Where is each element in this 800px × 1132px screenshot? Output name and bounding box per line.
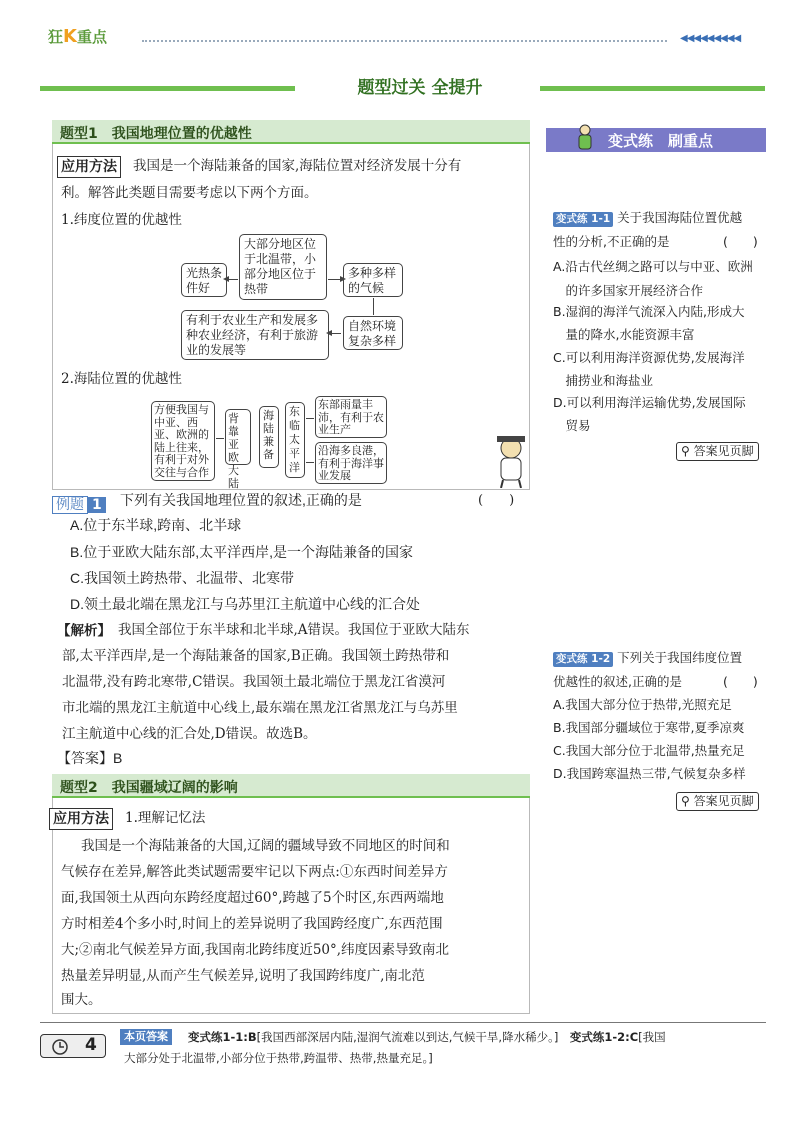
d1-arrow-bottom — [331, 333, 341, 334]
d2-right-bottom-node: 沿海多良港，有利于海洋事业发展 — [315, 442, 387, 484]
practice-1-1-tag: 变式练 1-1 — [553, 212, 613, 227]
answer-see-footer-button-2[interactable]: ⚲ 答案见页脚 — [676, 792, 759, 811]
section2-line-5: 大;②南北气候差异方面,我国南北跨纬度近50°,纬度因素导致南北 — [61, 942, 450, 958]
analysis-line-5: 江主航道中心线的汇合处,D错误。故选B。 — [62, 726, 317, 742]
practice-1-2-paren: ( ) — [723, 674, 758, 689]
d1-arrow-left — [228, 279, 238, 280]
d1-arrow-right — [328, 279, 341, 280]
d1-arrow-down — [373, 298, 374, 315]
section2-line-2: 气候存在差异,解答此类试题需要牢记以下两点:①东西时间差异方 — [61, 864, 448, 880]
practice-1-2-option-a: A.我国大部分位于热带,光照充足 — [553, 697, 732, 712]
practice-1-1-option-d: D.可以利用海洋运输优势,发展国际 — [553, 395, 746, 410]
answer-see-footer-button-1[interactable]: ⚲ 答案见页脚 — [676, 442, 759, 461]
analysis-label: 【解析】 — [57, 623, 111, 638]
intro-line1: 我国是一个海陆兼备的国家,海陆位置对经济发展十分有 — [133, 158, 462, 174]
practice-1-2-option-b: B.我国部分疆域位于寒带,夏季凉爽 — [553, 720, 745, 735]
section2-box — [52, 798, 530, 1014]
analysis-line-4: 市北端的黑龙江主航道中心线上,最东端在黑龙江省黑龙江与乌苏里 — [62, 700, 458, 716]
section2-line-4: 方时相差4个多小时,时间上的差异说明了我国跨经度广,东西范围 — [61, 916, 443, 932]
practice-1-2-option-d: D.我国跨寒温热三带,气候复杂多样 — [553, 766, 746, 781]
example-option-d: D.领土最北端在黑龙江与乌苏里江主航道中心线的汇合处 — [70, 596, 420, 612]
d1-bottom-left-node: 有利于农业生产和发展多种农业经济，有利于旅游业的发展等 — [181, 310, 329, 360]
footer-answer-line-1: 变式练1-1:B[我国西部深居内陆,湿润气流难以到达,气候干旱,降水稀少。] 变式练1-2:C[我国 — [188, 1030, 666, 1044]
example-number: 1 — [88, 497, 106, 513]
footer-answer-tag: 本页答案 — [120, 1029, 172, 1045]
page-number-badge — [40, 1034, 106, 1058]
chapter-banner — [40, 76, 765, 100]
d2-right-top-node: 东部雨量丰沛，有利于农业生产 — [315, 396, 387, 438]
example-question: 下列有关我国地理位置的叙述,正确的是 — [120, 492, 362, 508]
practice-person-icon — [570, 122, 600, 152]
practice-1-2-stem: 变式练 1-2 下列关于我国纬度位置 — [553, 646, 742, 671]
method-label-2: 应用方法 — [49, 808, 113, 830]
practice-1-2-stem-2: 优越性的叙述,正确的是 — [553, 674, 682, 689]
analysis-line-1: 我国全部位于东半球和北半球,A错误。我国位于亚欧大陆东 — [118, 622, 470, 638]
practice-1-1-option-a: A.沿古代丝绸之路可以与中亚、欧洲 — [553, 259, 753, 274]
header-arrows-decoration: ◀◀◀◀◀◀◀◀◀ — [680, 33, 741, 44]
section1-header — [52, 120, 530, 144]
banner-title: 题型过关 全提升 — [357, 78, 483, 98]
section1-title: 题型1 我国地理位置的优越性 — [60, 126, 252, 142]
practice-1-2-tag: 变式练 1-2 — [553, 652, 613, 667]
section2-line-6: 热量差异明显,从而产生气候差异,说明了我国跨纬度广,南北范 — [61, 968, 425, 984]
d2-connector-3 — [306, 462, 314, 463]
example-option-a: A.位于东半球,跨南、北半球 — [70, 517, 242, 533]
d1-right-node: 多种多样的气候 — [343, 263, 403, 297]
mascot-illustration — [493, 434, 529, 488]
practice-1-1-option-d2: 贸易 — [553, 418, 591, 433]
d2-node-pacific: 东临太平洋 — [285, 402, 305, 478]
example-answer: 【答案】B — [57, 750, 123, 766]
d2-connector-2 — [306, 418, 314, 419]
brand-logo: 狂K重点 — [48, 26, 107, 47]
method-label: 应用方法 — [57, 156, 121, 178]
section2-line-1: 我国是一个海陆兼备的大国,辽阔的疆域导致不同地区的时间和 — [81, 838, 450, 854]
sub-heading-latitude: 1.纬度位置的优越性 — [61, 212, 182, 228]
d2-left-node: 方便我国与中亚、西亚、欧洲的陆上往来，有利于对外交往与合作 — [151, 401, 215, 481]
practice-1-1-option-a2: 的许多国家开展经济合作 — [553, 283, 704, 298]
footer-answer-line-2: 大部分处于北温带,小部分位于热带,跨温带、热带,热量充足。] — [124, 1051, 433, 1065]
section1-box — [52, 144, 530, 490]
section2-line-3: 面,我国领土从西向东跨经度超过60°,跨越了5个时区,东西两端地 — [61, 890, 444, 906]
practice-1-1-paren: ( ) — [723, 234, 758, 249]
clock-icon — [51, 1038, 69, 1056]
practice-1-1-option-b2: 量的降水,水能资源丰富 — [553, 327, 695, 342]
sub-heading-sea-land: 2.海陆位置的优越性 — [61, 371, 182, 387]
d1-bottom-right-node: 自然环境复杂多样 — [343, 316, 403, 350]
practice-1-1-stem: 变式练 1-1 关于我国海陆位置优越 — [553, 206, 742, 231]
example-option-b: B.位于亚欧大陆东部,太平洋西岸,是一个海陆兼备的国家 — [70, 544, 414, 560]
practice-1-1-stem-2: 性的分析,不正确的是 — [553, 234, 670, 249]
d2-node-backing: 背靠亚欧大陆 — [225, 409, 251, 465]
section2-line-7: 围大。 — [61, 992, 102, 1008]
practice-1-1-option-c2: 捕捞业和海盐业 — [553, 373, 654, 388]
practice-1-2-option-c: C.我国大部分位于北温带,热量充足 — [553, 743, 745, 758]
analysis-line-3: 北温带,没有跨北寒带,C错误。我国领土最北端位于黑龙江省漠河 — [62, 674, 446, 690]
d2-node-sea-land: 海陆兼备 — [259, 406, 279, 468]
d1-center-node: 大部分地区位于北温带，小部分地区位于热带 — [239, 234, 327, 300]
d2-connector-1 — [216, 438, 224, 439]
example-paren: ( ) — [478, 493, 515, 508]
example-option-c: C.我国领土跨热带、北温带、北寒带 — [70, 570, 294, 586]
page-number: 4 — [85, 1035, 97, 1055]
practice-1-1-option-b: B.湿润的海洋气流深入内陆,形成大 — [553, 304, 745, 319]
footer-divider — [40, 1022, 766, 1023]
d1-left-node: 光热条件好 — [181, 263, 227, 297]
practice-1-1-option-c: C.可以利用海洋资源优势,发展海洋 — [553, 350, 745, 365]
example-label-block — [52, 494, 106, 514]
header-dotted-divider — [142, 40, 667, 42]
sub-heading-memorize: 1.理解记忆法 — [125, 810, 206, 826]
practice-header-title: 变式练 刷重点 — [608, 132, 714, 150]
example-label: 例题 — [52, 496, 88, 514]
section2-title: 题型2 我国疆域辽阔的影响 — [60, 780, 238, 796]
intro-line2: 利。解答此类题目需要考虑以下两个方面。 — [61, 185, 318, 201]
section2-header — [52, 774, 530, 798]
analysis-line-2: 部,太平洋西岸,是一个海陆兼备的国家,B正确。我国领土跨热带和 — [62, 648, 450, 664]
